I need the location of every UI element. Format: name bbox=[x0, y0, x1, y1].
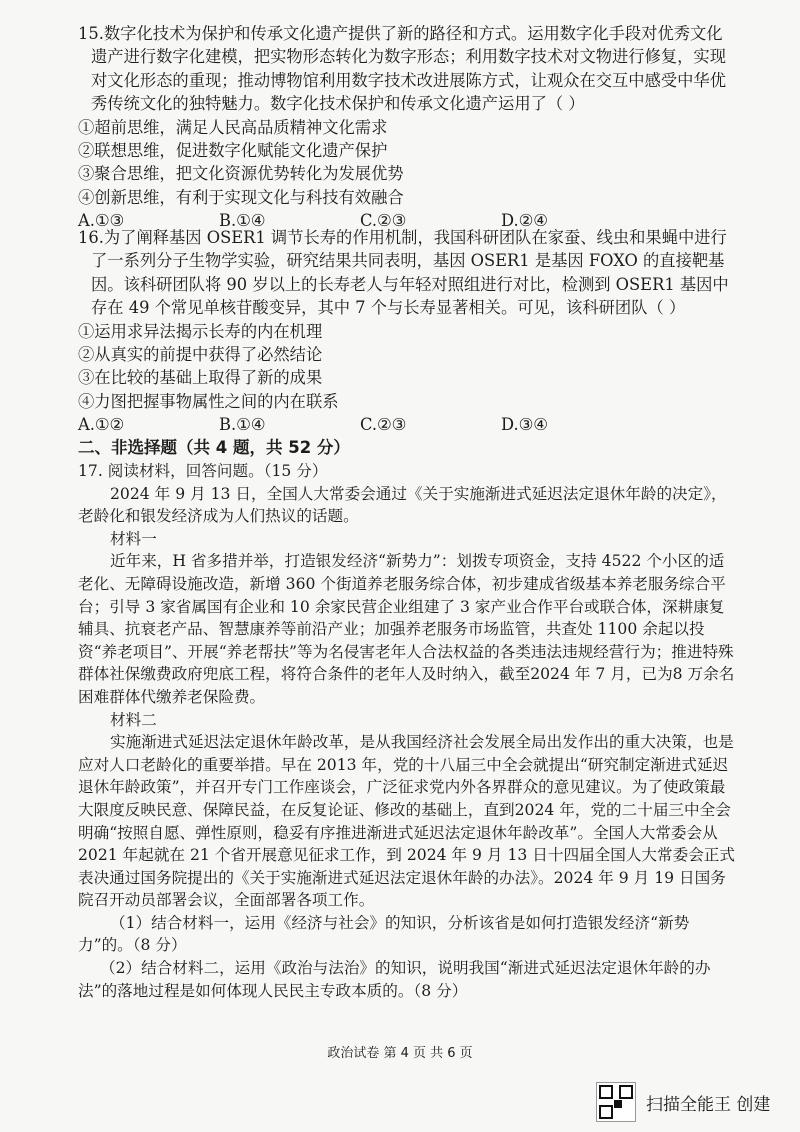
choice-a: A.①③ bbox=[78, 211, 125, 231]
choice-d: D.③④ bbox=[501, 415, 548, 435]
question-17 bbox=[78, 460, 738, 1002]
question-15-stem: 15.数字化技术为保护和传承文化遗产提供了新的路径和方式。运用数字化手段对优秀文化遗产进行数字化建模，把实物形态转化为数字形态；利用数字技术对文物进行修复，实现对文化形态的重现；推动博物馆利用数字技术改进展陈方式，让观众在交互中感受中华优秀传统文化的独特魅力。数字化技术保护和传承文化遗产运用了（ ） bbox=[78, 24, 726, 114]
question-16 bbox=[78, 226, 738, 437]
question-15 bbox=[78, 22, 738, 233]
question-15-option-1: ①超前思维，满足人民高品质精神文化需求 bbox=[78, 117, 388, 137]
choice-c: C.②③ bbox=[360, 211, 407, 231]
question-15-option-2: ②联想思维，促进数字化赋能文化遗产保护 bbox=[78, 141, 388, 161]
material-1-title: 材料一 bbox=[110, 529, 157, 548]
question-15-option-4: ④创新思维，有利于实现文化与科技有效融合 bbox=[78, 187, 404, 207]
question-16-option-1: ①运用求异法揭示长寿的内在机理 bbox=[78, 321, 323, 341]
sub-question-2: （2）结合材料二，运用《政治与法治》的知识，说明我国“渐进式延迟法定退休年龄的办法”的落地过程是如何体现人民民主专政本质的。（8 分） bbox=[78, 959, 711, 1000]
question-16-option-3: ③在比较的基础上取得了新的成果 bbox=[78, 368, 323, 388]
material-2-text: 实施渐进式延迟法定退休年龄改革，是从我国经济社会发展全局出发作出的重大决策，也是应对人口老龄化的重要举措。早在 2013 年，党的十八届三中全会就提出“研究制定渐进式延迟退休年龄政策”，并召开专门工作座谈会，广泛征求党内外各界群众的意见建议。为了使政策最大限度反映民意、保障民益，在反复论证、修改的基础上，直到2024 年，党的二十届三中全会明确“按照自愿、弹性原则，稳妥有序推进渐进式延迟法定退休年龄改革”。全国人大常委会从 2021 年起就在 21 个省开展意见征求工作，到 2024 年 9 月 13 日十四届全国人大常委会正式表决通过国务院提出的《关于实施渐进式延迟法定退休年龄的办法》。2024 年 9 月 19 日国务院召开动员部署会议，全面部署各项工作。 bbox=[78, 733, 735, 910]
question-17-heading: 17. 阅读材料，回答问题。（15 分） bbox=[78, 462, 328, 480]
qr-code-icon bbox=[596, 1082, 636, 1122]
choice-d: D.②④ bbox=[501, 211, 548, 231]
choice-b: B.①④ bbox=[219, 415, 266, 435]
sub-question-1: （1）结合材料一，运用《经济与社会》的知识，分析该省是如何打造银发经济“新势力”的。（8 分） bbox=[78, 913, 690, 955]
page-footer: 政治试卷 第 4 页 共 6 页 bbox=[327, 1046, 473, 1061]
question-15-option-3: ③聚合思维，把文化资源优势转化为发展优势 bbox=[78, 164, 404, 184]
question-16-option-4: ④力图把握事物属性之间的内在联系 bbox=[78, 391, 339, 411]
section-2-heading: 二、非选择题（共 4 题，共 52 分） bbox=[78, 438, 350, 457]
choice-a: A.①② bbox=[78, 415, 125, 435]
choice-b: B.①④ bbox=[219, 211, 266, 231]
material-2-title: 材料二 bbox=[110, 710, 157, 729]
scanner-label: 扫描全能王 创建 bbox=[646, 1094, 771, 1115]
question-16-stem: 16.为了阐释基因 OSER1 调节长寿的作用机制，我国科研团队在家蚕、线虫和果蝇中进行了一系列分子生物学实验，研究结果共同表明，基因 OSER1 是基因 FOXO 的直接靶基因。该科研团队将 90 岁以上的长寿老人与年轻对照组进行对比，检测到 OSER1 基因中存在 49 个常见单核苷酸变异，其中 7 个与长寿显著相关。可见，该科研团队（ ） bbox=[78, 228, 729, 318]
question-17-intro: 2024 年 9 月 13 日，全国人大常委会通过《关于实施渐进式延迟法定退休年龄的决定》，老龄化和银发经济成为人们热议的话题。 bbox=[78, 484, 727, 526]
choice-c: C.②③ bbox=[360, 415, 407, 435]
question-16-option-2: ②从真实的前提中获得了必然结论 bbox=[78, 345, 323, 365]
material-1-text: 近年来，H 省多措并举，打造银发经济“新势力”：划拨专项资金，支持 4522 个小区的适老化、无障碍设施改造，新增 360 个街道养老服务综合体，初步建成省级基本养老服务综合平台；引导 3 家省属国有企业和 10 余家民营企业组建了 3 家产业合作平台或联合体，深耕康复辅具、抗衰老产品、智慧康养等前沿产业；加强养老服务市场监管，共查处 1100 余起以投资“养老项目”、开展“养老帮扶”等为名侵害老年人合法权益的各类违法违规经营行为；推进特殊群体社保缴费政府兜底工程，将符合条件的老年人及时纳入，截至2024 年 7 月，已为8 万余名困难群体代缴养老保险费。 bbox=[78, 552, 735, 706]
scanner-watermark bbox=[596, 1082, 770, 1122]
